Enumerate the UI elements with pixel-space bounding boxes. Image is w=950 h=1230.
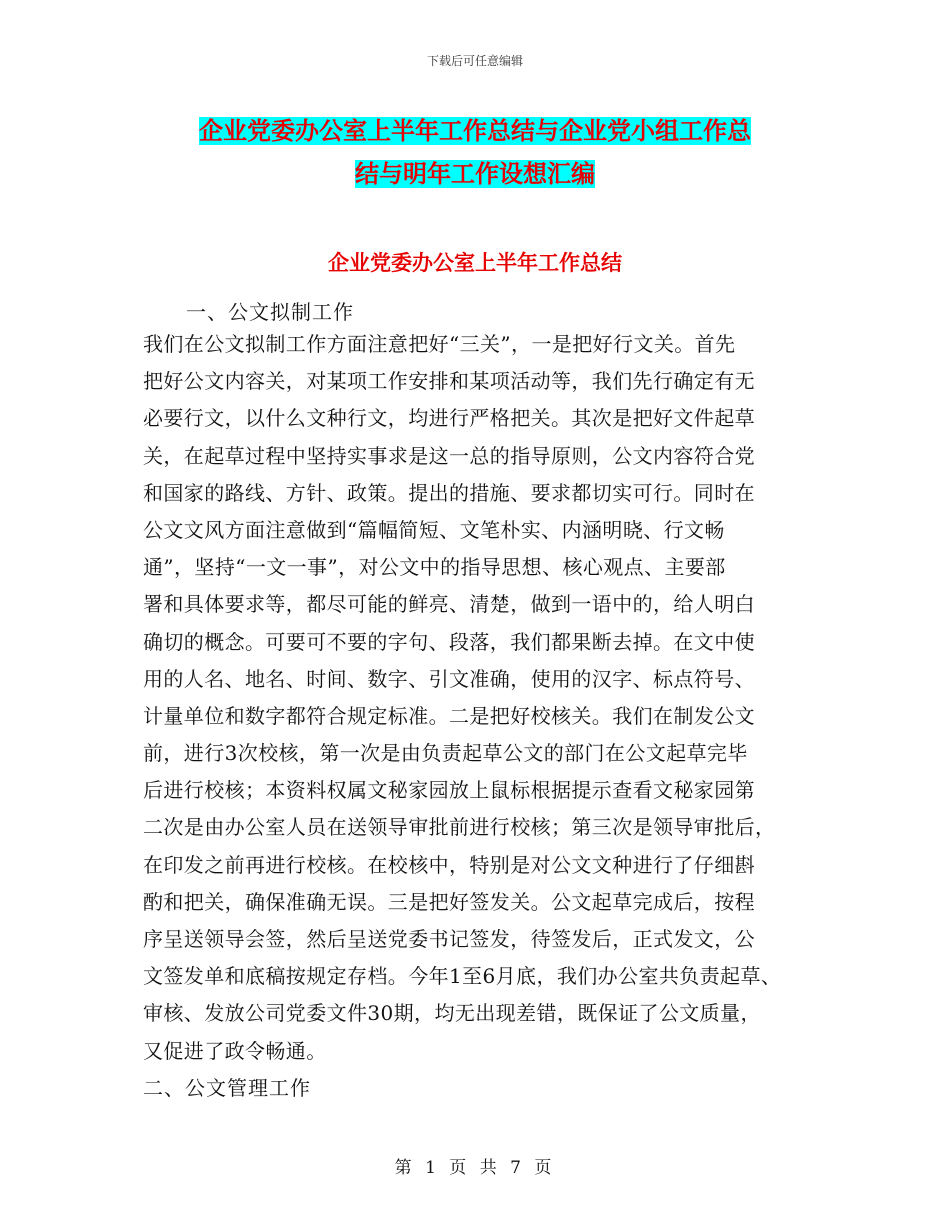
section-title: 企业党委办公室上半年工作总结 xyxy=(328,251,622,275)
body-line: 文签发单和底稿按规定存档。今年1至6月底，我们办公室共负责起草、 xyxy=(143,964,782,989)
document-title-line-2: 结与明年工作设想汇编 xyxy=(355,160,595,188)
body-line: 二次是由办公室人员在送领导审批前进行校核；第三次是领导审批后， xyxy=(143,815,776,840)
body-line: 和国家的路线、方针、政策。提出的措施、要求都切实可行。同时在 xyxy=(143,480,755,505)
body-line: 用的人名、地名、时间、数字、引文准确，使用的汉字、标点符号、 xyxy=(143,666,755,691)
body-line: 又促进了政令畅通。 xyxy=(143,1038,327,1063)
body-line: 必要行文，以什么文种行文，均进行严格把关。其次是把好文件起草 xyxy=(143,406,755,431)
header-note: 下载后可任意编辑 xyxy=(426,54,523,68)
body-line: 我们在公文拟制工作方面注意把好“三关”，一是把好行文关。首先 xyxy=(143,332,736,356)
body-line: 通”，坚持“一文一事”，对公文中的指导思想、核心观点、主要部 xyxy=(143,555,726,580)
body-line: 计量单位和数字都符合规定标准。二是把好校核关。我们在制发公文 xyxy=(143,703,755,728)
body-line: 把好公文内容关，对某项工作安排和某项活动等，我们先行确定有无 xyxy=(143,369,755,394)
body-line: 序呈送领导会签，然后呈送党委书记签发，待签发后，正式发文，公 xyxy=(143,927,755,951)
page-footer: 第 1 页 共 7 页 xyxy=(394,1158,556,1178)
body-line: 署和具体要求等，都尽可能的鲜亮、清楚，做到一语中的，给人明白 xyxy=(143,592,755,617)
body-line: 酌和把关，确保准确无误。三是把好签发关。公文起草完成后，按程 xyxy=(143,889,755,914)
document-title-line-1: 企业党委办公室上半年工作总结与企业党小组工作总 xyxy=(199,117,751,145)
body-line: 前，进行3次校核，第一次是由负责起草公文的部门在公文起草完毕 xyxy=(143,741,748,766)
body-line: 在印发之前再进行校核。在校核中，特别是对公文文种进行了仔细斟 xyxy=(143,852,755,877)
body-line: 公文文风方面注意做到“篇幅简短、文笔朴实、内涵明晓、行文畅 xyxy=(143,517,725,542)
section-heading-2: 二、公文管理工作 xyxy=(143,1076,311,1100)
body-paragraph xyxy=(143,326,823,1070)
body-line: 确切的概念。可要可不要的字句、段落，我们都果断去掉。在文中使 xyxy=(143,629,755,654)
body-line: 审核、发放公司党委文件30期，均无出现差错，既保证了公文质量， xyxy=(143,1001,761,1026)
body-line: 关，在起草过程中坚持实事求是这一总的指导原则，公文内容符合党 xyxy=(143,443,755,468)
document-title xyxy=(150,110,800,196)
body-line: 后进行校核；本资料权属文秘家园放上鼠标根据提示查看文秘家园第 xyxy=(143,778,755,803)
section-heading-1: 一、公文拟制工作 xyxy=(186,300,354,324)
